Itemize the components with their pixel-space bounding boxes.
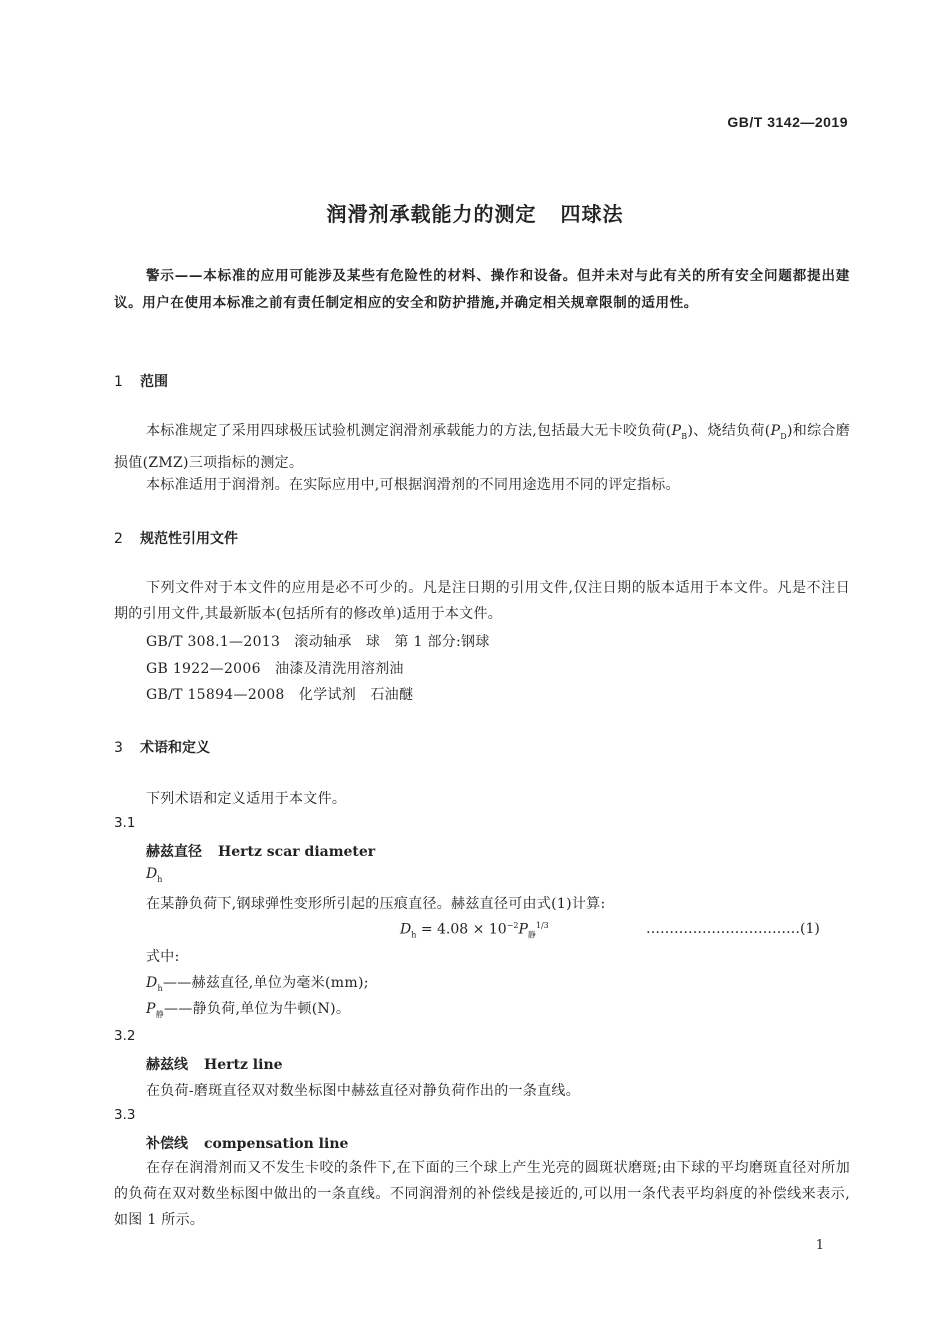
scope-paragraph-1: 本标准规定了采用四球极压试验机测定润滑剂承载能力的方法,包括最大无卡咬负荷$(P_B)$、烧结负荷$(P_D)$和综合磨损值(ZMZ)三项指标的测定。	[114, 423, 851, 471]
section-3-heading	[114, 737, 210, 757]
section-number: 1	[114, 374, 123, 390]
term-heading	[146, 1054, 283, 1074]
term-en: compensation line	[204, 1136, 349, 1152]
section-title: 范围	[140, 374, 168, 390]
title-main: 润滑剂承载能力的测定	[326, 202, 537, 226]
term-en: Hertz scar diameter	[218, 844, 376, 860]
term-number: 3.3	[114, 1107, 136, 1123]
reference-item: GB/T 15894—2008 化学试剂 石油醚	[146, 687, 414, 703]
term-symbol: $D_h$	[146, 866, 163, 884]
references-intro: 下列文件对于本文件的应用是必不可少的。凡是注日期的引用文件,仅注日期的版本适用于本文件。凡是不注日期的引用文件,其最新版本(包括所有的修改单)适用于本文件。	[114, 580, 850, 622]
warning-paragraph: 警示——本标准的应用可能涉及某些有危险性的材料、操作和设备。但并未对与此有关的所有安全问题都提出建议。用户在使用本标准之前有责任制定相应的安全和防护措施,并确定相关规章限制的适用性。	[114, 268, 850, 311]
standard-code: GB/T 3142—2019	[727, 114, 848, 130]
title-sub: 四球法	[560, 202, 624, 226]
section-1-heading	[114, 371, 168, 391]
term-en: Hertz line	[204, 1057, 283, 1073]
term-definition: 在存在润滑剂而又不发生卡咬的条件下,在下面的三个球上产生光亮的圆斑状磨斑;由下球的平均磨斑直径对所加的负荷在双对数坐标图中做出的一条直线。不同润滑剂的补偿线是接近的,可以用一条代表平均斜度的补偿线来表示,如图 1 所示。	[114, 1160, 850, 1228]
term-number: 3.1	[114, 815, 136, 831]
equation-number: ……………………………(1)	[646, 921, 820, 937]
term-number: 3.2	[114, 1028, 136, 1044]
terms-intro: 下列术语和定义适用于本文件。	[146, 791, 347, 807]
document-title	[0, 198, 950, 227]
term-heading	[146, 1133, 348, 1153]
where-item: $D_h——$赫兹直径,单位为毫米(mm);	[146, 975, 369, 993]
scope-paragraph-2: 本标准适用于润滑剂。在实际应用中,可根据润滑剂的不同用途选用不同的评定指标。	[146, 477, 680, 493]
section-title: 规范性引用文件	[140, 531, 238, 547]
term-definition: 在负荷-磨斑直径双对数坐标图中赫兹直径对静负荷作出的一条直线。	[146, 1083, 581, 1099]
where-label: 式中:	[146, 949, 180, 965]
term-cn: 补偿线	[146, 1136, 188, 1152]
reference-item: GB/T 308.1—2013 滚动轴承 球 第 1 部分:钢球	[146, 634, 490, 650]
section-2-heading	[114, 528, 238, 548]
term-heading	[146, 841, 375, 861]
section-number: 2	[114, 531, 123, 547]
term-cn: 赫兹线	[146, 1057, 188, 1073]
page-number: 1	[815, 1238, 824, 1253]
reference-item: GB 1922—2006 油漆及清洗用溶剂油	[146, 661, 404, 677]
section-number: 3	[114, 740, 123, 756]
where-item: $P_静——$静负荷,单位为牛顿(N)。	[146, 1001, 351, 1019]
section-title: 术语和定义	[140, 740, 210, 756]
formula-1: $D_h = 4.08 \times 10^{-2}P_静^{1/3}$ ……………………………(1)	[400, 921, 820, 940]
term-definition: 在某静负荷下,钢球弹性变形所引起的压痕直径。赫兹直径可由式(1)计算:	[146, 896, 606, 912]
term-cn: 赫兹直径	[146, 844, 202, 860]
